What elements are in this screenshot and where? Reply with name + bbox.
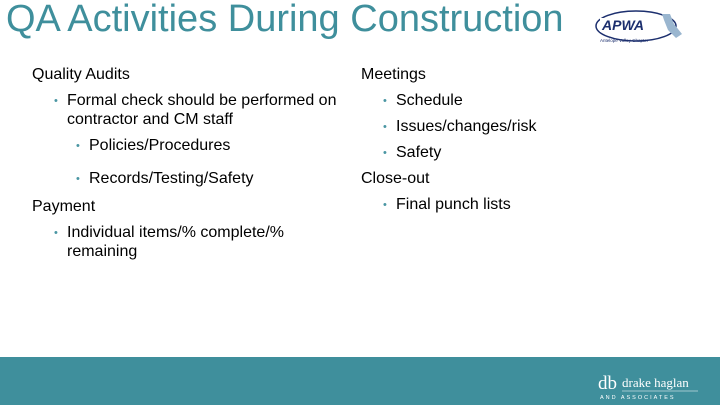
bullet-icon: • — [76, 173, 80, 185]
individual-items-text: Individual items/% complete/% remaining — [67, 224, 284, 260]
footer-bar — [0, 357, 720, 405]
payment-item: Payment — [32, 198, 96, 215]
bullet-icon: • — [383, 199, 387, 211]
issues-text: Issues/changes/risk — [396, 118, 537, 135]
issues-item — [361, 117, 691, 136]
meetings-item: Meetings — [361, 66, 426, 83]
firm-subtext: AND ASSOCIATES — [600, 395, 676, 401]
schedule-item — [361, 91, 691, 110]
slide-title: QA Activities During Construction — [6, 0, 564, 40]
right-column — [361, 65, 691, 221]
punch-item — [361, 195, 691, 214]
drake-haglan-logo — [598, 371, 700, 401]
bullet-icon: • — [383, 121, 387, 133]
safety-item — [361, 143, 691, 162]
firm-initials: db — [598, 373, 617, 394]
firm-name: drake haglan — [622, 375, 689, 390]
apwa-logo-text: APWA — [602, 17, 644, 33]
apwa-logo — [590, 6, 690, 46]
bullet-icon: • — [383, 147, 387, 159]
schedule-text: Schedule — [396, 92, 463, 109]
bullet-icon: • — [76, 140, 80, 152]
formal-check-text: Formal check should be performed on contractor and CM staff — [67, 92, 337, 128]
records-text: Records/Testing/Safety — [89, 170, 254, 187]
safety-text: Safety — [396, 144, 442, 161]
quality-audits-item: Quality Audits — [32, 66, 130, 83]
policies-text: Policies/Procedures — [89, 137, 231, 154]
closeout-item: Close-out — [361, 170, 430, 187]
formal-check-item — [32, 91, 342, 129]
apwa-logo-subtext: Antelope Valley Chapter — [600, 38, 649, 43]
policies-item — [32, 136, 342, 155]
bullet-icon: • — [54, 227, 58, 239]
records-item — [32, 169, 342, 188]
bullet-icon: • — [54, 95, 58, 107]
individual-items-item — [32, 223, 342, 261]
left-column — [32, 65, 342, 268]
punch-text: Final punch lists — [396, 196, 511, 213]
bullet-icon: • — [383, 95, 387, 107]
